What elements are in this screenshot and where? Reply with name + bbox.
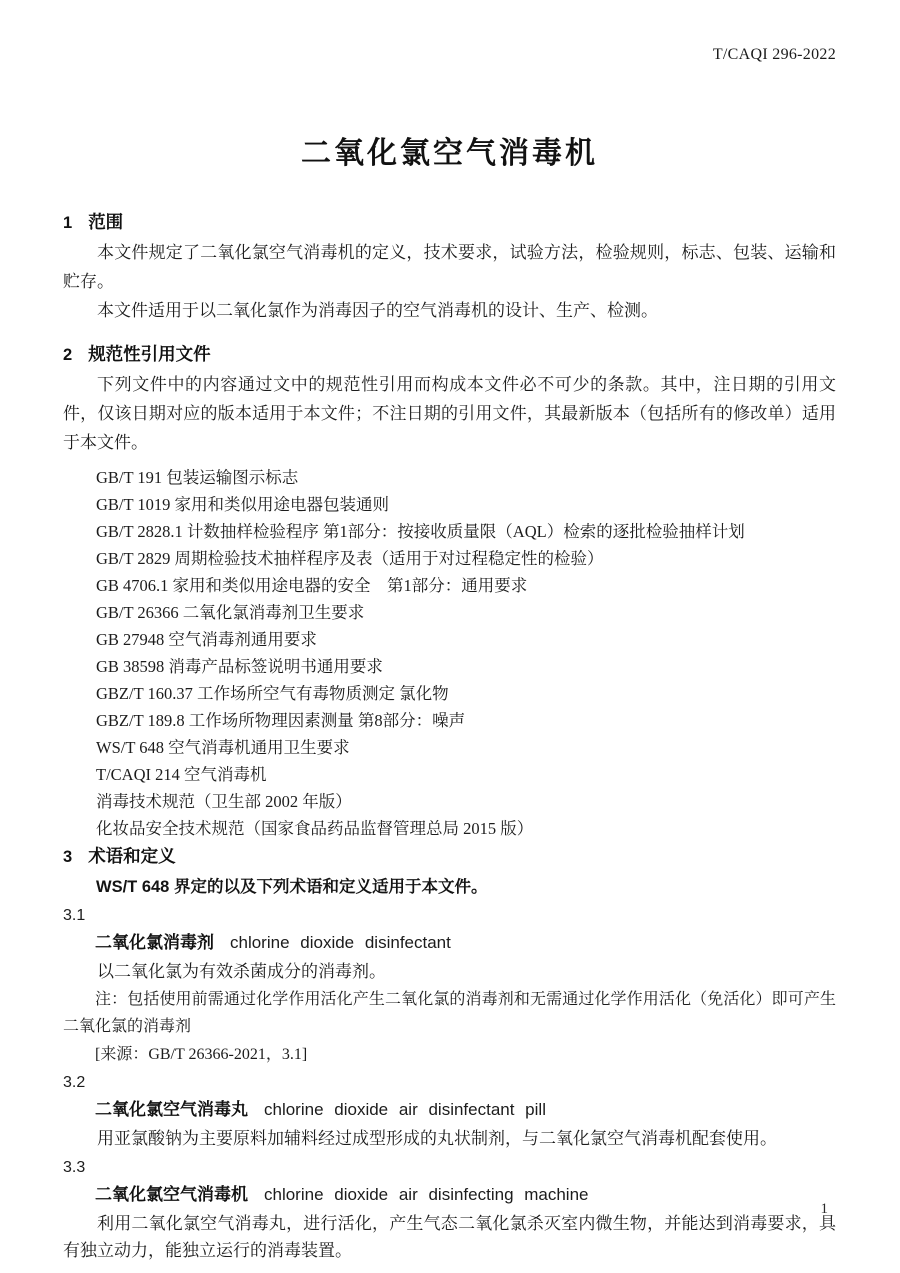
term-name-en: chlorine dioxide disinfectant xyxy=(230,933,451,952)
term-name xyxy=(95,1096,836,1125)
section-scope-heading xyxy=(63,210,836,236)
section-references-heading xyxy=(63,342,836,368)
references-intro: 下列文件中的内容通过文中的规范性引用而构成本文件必不可少的条款。其中，注日期的引用文件，仅该日期对应的版本适用于本文件；不注日期的引用文件，其最新版本（包括所有的修改单）适用于本文件。 xyxy=(63,375,836,452)
standard-code: T/CAQI 296-2022 xyxy=(712,46,836,63)
section-normative-references xyxy=(63,342,836,842)
term-definition: 用亚氯酸钠为主要原料加辅料经过成型形成的丸状制剂，与二氧化氯空气消毒机配套使用。 xyxy=(97,1129,777,1148)
scope-paragraph: 本文件规定了二氧化氯空气消毒机的定义，技术要求，试验方法，检验规则，标志、包装、运输和贮存。 xyxy=(63,243,836,291)
term-name xyxy=(95,929,836,958)
term-definition: 以二氧化氯为有效杀菌成分的消毒剂。 xyxy=(97,962,386,981)
section-heading-label: 术语和定义 xyxy=(88,846,176,866)
section-scope xyxy=(63,210,836,325)
term-name-en: chlorine dioxide air disinfectant pill xyxy=(264,1100,546,1119)
term-number: 3.1 xyxy=(63,907,86,924)
term-note: 注：包括使用前需通过化学作用活化产生二氧化氯的消毒剂和无需通过化学作用活化（免活化）即可产生二氧化氯的消毒剂 xyxy=(63,990,836,1035)
section-heading-label: 规范性引用文件 xyxy=(88,344,211,364)
term-name-zh: 二氧化氯消毒剂 xyxy=(95,933,214,952)
term-name-en: chlorine dioxide air disinfecting machine xyxy=(264,1184,589,1204)
term-number: 3.2 xyxy=(63,1074,86,1091)
section-number: 3 xyxy=(63,848,73,866)
section-number: 2 xyxy=(63,346,73,364)
term-name-zh: 二氧化氯空气消毒丸 xyxy=(95,1100,248,1119)
document-title: 二氧化氯空气消毒机 xyxy=(301,137,598,170)
reference-item: T/CAQI 214 空气消毒机 xyxy=(96,765,267,784)
terms-intro: WS/T 648 界定的以及下列术语和定义适用于本文件。 xyxy=(96,878,488,896)
reference-item: WS/T 648 空气消毒机通用卫生要求 xyxy=(96,738,350,757)
reference-item: GB/T 1019 家用和类似用途电器包装通则 xyxy=(96,495,390,514)
reference-item: GB 4706.1 家用和类似用途电器的安全 第1部分：通用要求 xyxy=(96,576,528,595)
term-source: [来源：GB/T 26366-2021，3.1] xyxy=(95,1045,308,1063)
page-number: 1 xyxy=(820,1201,828,1217)
section-terms-definitions xyxy=(63,844,836,1265)
references-list xyxy=(63,464,836,842)
reference-item: GBZ/T 160.37 工作场所空气有毒物质测定 氯化物 xyxy=(96,684,449,703)
reference-item: GB 27948 空气消毒剂通用要求 xyxy=(96,630,317,649)
term-entry-3-1 xyxy=(63,902,836,1068)
reference-item: GBZ/T 189.8 工作场所物理因素测量 第8部分：噪声 xyxy=(96,711,466,730)
reference-item: GB/T 2829 周期检验技术抽样程序及表（适用于对过程稳定性的检验） xyxy=(96,549,604,568)
reference-item: GB 38598 消毒产品标签说明书通用要求 xyxy=(96,657,383,676)
scope-paragraph: 本文件适用于以二氧化氯作为消毒因子的空气消毒机的设计、生产、检测。 xyxy=(97,301,658,320)
term-definition: 利用二氧化氯空气消毒丸，进行活化，产生气态二氧化氯杀灭室内微生物，并能达到消毒要求，具有独立动力，能独立运行的消毒装置。 xyxy=(63,1213,836,1260)
section-heading-label: 范围 xyxy=(88,212,124,232)
term-number: 3.3 xyxy=(63,1158,86,1176)
section-number: 1 xyxy=(63,214,73,232)
term-name-zh: 二氧化氯空气消毒机 xyxy=(95,1184,248,1204)
reference-item: 消毒技术规范（卫生部 2002 年版） xyxy=(96,792,352,811)
term-entry-3-3 xyxy=(63,1154,836,1265)
term-name xyxy=(95,1181,836,1210)
reference-item: GB/T 2828.1 计数抽样检验程序 第1部分：按接收质量限（AQL）检索的逐批检验抽样计划 xyxy=(96,522,745,541)
reference-item: 化妆品安全技术规范（国家食品药品监督管理总局 2015 版） xyxy=(96,819,534,838)
reference-item: GB/T 191 包装运输图示标志 xyxy=(96,468,299,487)
reference-item: GB/T 26366 二氧化氯消毒剂卫生要求 xyxy=(96,603,365,622)
section-terms-heading xyxy=(63,844,836,870)
term-entry-3-2 xyxy=(63,1069,836,1153)
